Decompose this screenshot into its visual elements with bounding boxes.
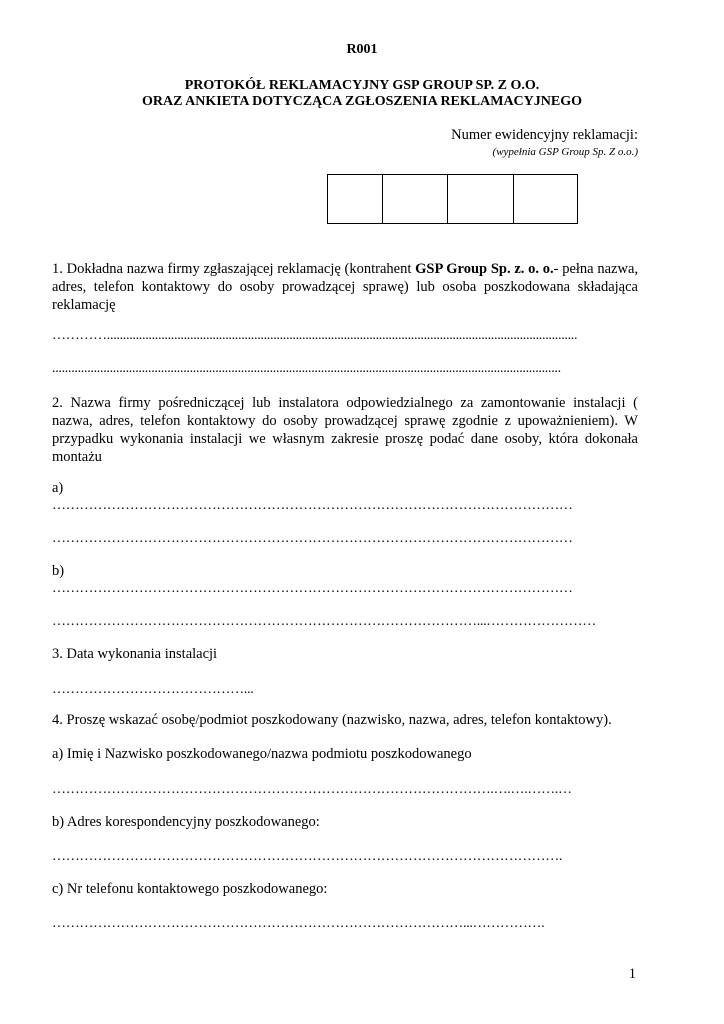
page-number: 1 <box>628 966 636 982</box>
section-1-text-after: - pełna nazwa, adres, telefon kontaktowy do osoby prowadzącej sprawę) lub osoba poszkodowana składająca reklamację <box>52 261 639 313</box>
section-2-question: 2. Nazwa firmy pośredniczącej lub instalatora odpowiedzialnego za zamontowanie instalacji ( nazwa, adres, telefon kontaktowy do osoby prowadzącej sprawę zgodnie z upoważnieniem). W przypadku wykonania instalacji we własnym zakresie proszę podać dane osoby, która dokonała montażu <box>52 395 638 465</box>
section-3-answer-line[interactable]: ……………………………………... <box>52 682 254 697</box>
section-2-b-label: b) <box>52 563 65 579</box>
title-line-1: PROTOKÓŁ REKLAMACYJNY GSP GROUP SP. Z O.O. <box>184 78 540 93</box>
section-4-a-label: a) Imię i Nazwisko poszkodowanego/nazwa podmiotu poszkodowanego <box>52 746 472 762</box>
section-4-c-label: c) Nr telefonu kontaktowego poszkodowanego: <box>52 881 328 897</box>
title-line-2: ORAZ ANKIETA DOTYCZĄCA ZGŁOSZENIA REKLAMACYJNEGO <box>141 94 583 109</box>
document-title <box>0 78 724 110</box>
registration-box-3[interactable] <box>448 175 514 223</box>
section-2-a-label: a) <box>52 480 64 496</box>
section-1-answer-line-1[interactable]: …………................................................................................................................................................... <box>52 328 578 343</box>
registration-box-4[interactable] <box>514 175 577 223</box>
section-4-c-line[interactable]: ………………………………………………………………………………...……………. <box>52 916 545 931</box>
registration-number-boxes <box>327 174 578 224</box>
section-2-b-line-1[interactable]: …………………………………………………………………………………………………… <box>52 581 573 596</box>
registration-number-label: Numer ewidencyjny reklamacji: <box>451 127 638 143</box>
section-4-a-line[interactable]: …………………………………………………………………………………….….….…….… <box>52 782 572 797</box>
section-2-b-line-2[interactable]: …………………………………………………………………………………...…………………… <box>52 614 596 629</box>
section-1-text-before: 1. Dokładna nazwa firmy zgłaszającej reklamację (kontrahent <box>52 261 416 277</box>
registration-box-2[interactable] <box>383 175 448 223</box>
section-4-b-line[interactable]: …………………………………………………………………………………………………. <box>52 849 563 864</box>
registration-number-note: (wypełnia GSP Group Sp. Z o.o.) <box>492 146 638 158</box>
document-code: R001 <box>346 42 378 57</box>
section-4-question: 4. Proszę wskazać osobę/podmiot poszkodowany (nazwisko, nazwa, adres, telefon kontaktowy). <box>52 712 612 728</box>
section-1-answer-line-2[interactable]: ............................................................................................................................................................... <box>52 361 561 376</box>
section-4-b-label: b) Adres korespondencyjny poszkodowanego: <box>52 814 320 830</box>
registration-box-1[interactable] <box>328 175 383 223</box>
section-2-a-line-2[interactable]: …………………………………………………………………………………………………… <box>52 531 573 546</box>
section-3-question: 3. Data wykonania instalacji <box>52 646 218 662</box>
section-2-a-line-1[interactable]: …………………………………………………………………………………………………… <box>52 498 573 513</box>
section-1-question <box>52 260 638 314</box>
section-1-company-name: GSP Group Sp. z. o. o. <box>415 261 554 277</box>
